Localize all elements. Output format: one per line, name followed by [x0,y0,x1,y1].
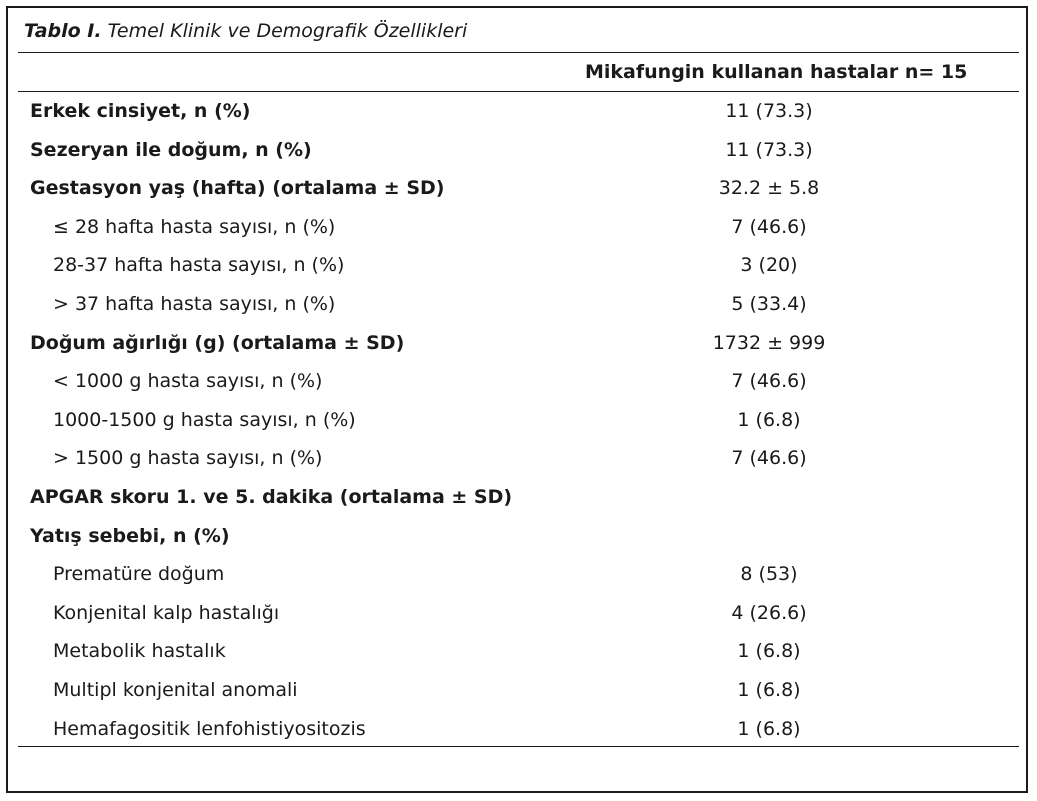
table-row [18,672,1019,710]
column-header: Mikafungin kullanan hastalar n= 15 [585,61,968,83]
top-rule [18,52,1019,53]
table-row [18,132,1019,170]
table-row [18,325,1019,363]
row-label: 1000-1500 g hasta sayısı, n (%) [53,408,356,431]
row-value: 3 (20) [740,254,798,277]
row-label: < 1000 g hasta sayısı, n (%) [53,370,323,393]
bottom-rule [18,746,1019,747]
row-label: Hemafagositik lenfohistiyositozis [53,717,366,740]
row-value: 5 (33.4) [731,293,807,315]
table-row [18,633,1019,671]
row-value: 7 (46.6) [731,370,807,393]
table-row [18,711,1019,749]
row-label: Erkek cinsiyet, n (%) [30,100,251,122]
table-caption [24,20,467,42]
row-label: Metabolik hastalık [53,640,226,663]
row-label: APGAR skoru 1. ve 5. dakika (ortalama ± SD) [30,486,513,508]
row-label: ≤ 28 hafta hasta sayısı, n (%) [53,215,336,238]
row-value: 11 (73.3) [725,138,813,161]
table-row [18,402,1019,440]
row-label: Multipl konjenital anomali [53,679,298,701]
row-label: Doğum ağırlığı (g) (ortalama ± SD) [30,331,405,354]
row-value: 1732 ± 999 [712,331,826,354]
table-row [18,440,1019,478]
row-label: > 1500 g hasta sayısı, n (%) [53,447,323,470]
table-row [18,363,1019,401]
row-label: Konjenital kalp hastalığı [53,601,280,624]
row-value: 11 (73.3) [725,100,813,122]
row-label: Prematüre doğum [53,563,225,586]
row-value: 1 (6.8) [737,717,801,740]
row-label: Gestasyon yaş (hafta) (ortalama ± SD) [30,177,445,200]
row-value: 1 (6.8) [737,640,801,663]
row-value: 4 (26.6) [731,601,807,624]
table-row [18,247,1019,285]
table-row [18,556,1019,594]
table-row [18,93,1019,131]
header-rule [18,91,1019,92]
row-label: Sezeryan ile doğum, n (%) [30,138,312,161]
row-value: 7 (46.6) [731,215,807,238]
table-row [18,518,1019,556]
row-value: 8 (53) [740,563,798,586]
table-row [18,170,1019,208]
caption-lead: Tablo I. [24,20,102,42]
row-label: Yatış sebebi, n (%) [30,524,230,547]
row-label: 28-37 hafta hasta sayısı, n (%) [53,254,345,277]
row-value: 7 (46.6) [731,447,807,470]
table-row [18,286,1019,324]
row-value: 1 (6.8) [737,408,801,431]
row-value: 1 (6.8) [737,679,801,701]
table-row [18,595,1019,633]
table-row [18,209,1019,247]
row-value: 32.2 ± 5.8 [718,177,820,200]
caption-text: Temel Klinik ve Demografik Özellikleri [101,20,468,42]
table-row [18,479,1019,517]
row-label: > 37 hafta hasta sayısı, n (%) [53,293,336,315]
